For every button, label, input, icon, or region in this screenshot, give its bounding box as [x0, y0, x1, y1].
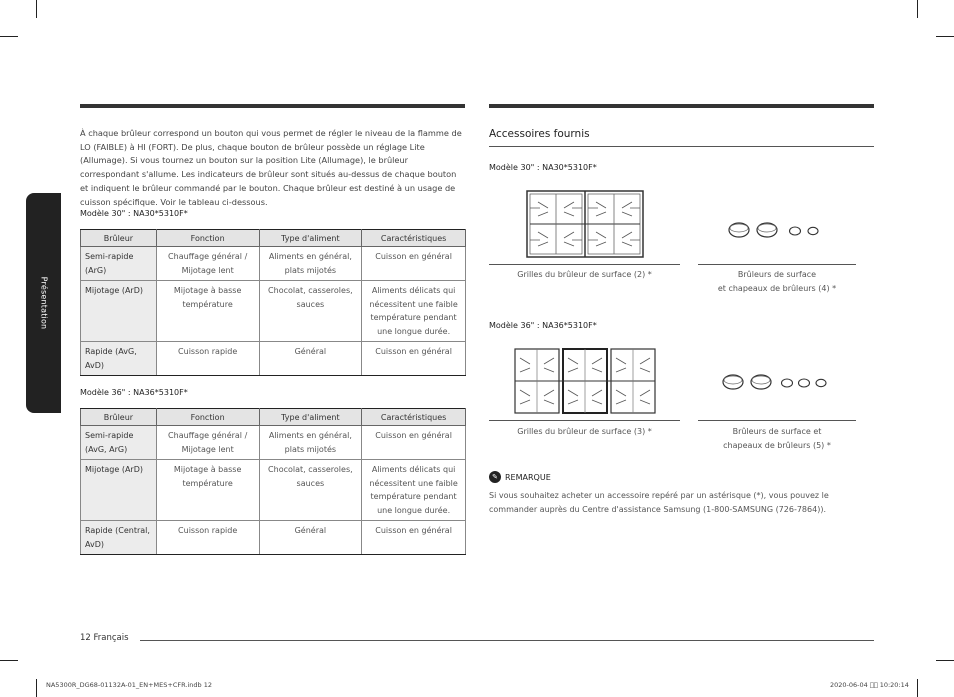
top-rule-left — [80, 104, 465, 108]
table-header: Fonction — [156, 230, 259, 247]
burner-table-30 — [80, 229, 466, 376]
table-cell: Cuisson rapide — [156, 342, 259, 376]
crop-mark — [36, 0, 37, 18]
date-slug: 2020-06-04 ￿￿ 10:20:14 — [830, 681, 909, 689]
grates-36-caption: Grilles du brûleur de surface (3) * — [517, 427, 652, 436]
table-row — [81, 247, 466, 281]
caption-line: Brûleurs de surface et — [732, 427, 822, 436]
table-header-row — [81, 409, 466, 426]
caption-line: Brûleurs de surface — [737, 270, 817, 279]
table-cell: Aliments délicats qui nécessitent une faible température pendant une longue durée. — [362, 281, 466, 342]
note-icon: ✎ — [489, 471, 501, 483]
crop-mark — [936, 660, 954, 661]
grates-30-figure — [489, 186, 680, 262]
grates-36-figure — [489, 344, 680, 418]
table-cell: Chauffage général / Mijotage lent — [156, 426, 259, 460]
table-header: Brûleur — [81, 230, 157, 247]
crop-mark — [0, 660, 18, 661]
burners-36-figure — [698, 352, 856, 412]
burners-30-illustration — [727, 218, 827, 242]
caption-line: et chapeaux de brûleurs (4) * — [717, 283, 837, 293]
crop-mark — [917, 679, 918, 697]
grates-36-illustration — [514, 348, 656, 414]
table-cell: Général — [259, 521, 362, 555]
table-header: Brûleur — [81, 409, 157, 426]
table-cell: Aliments délicats qui nécessitent une faible température pendant une longue durée. — [362, 460, 466, 521]
table-row — [81, 281, 466, 342]
table-header: Caractéristiques — [362, 230, 466, 247]
figure-rule — [489, 420, 680, 421]
table-cell: Aliments en général, plats mijotés — [259, 426, 362, 460]
table-header: Caractéristiques — [362, 409, 466, 426]
table-cell: Cuisson en général — [362, 521, 466, 555]
table-header: Type d'aliment — [259, 230, 362, 247]
burners-30-caption — [698, 268, 856, 295]
table-header: Type d'aliment — [259, 409, 362, 426]
table-cell: Mijotage (ArD) — [81, 460, 157, 521]
table-cell: Rapide (AvG, AvD) — [81, 342, 157, 376]
section-tab[interactable] — [26, 193, 61, 413]
table-cell: Chocolat, casseroles, sauces — [259, 460, 362, 521]
model-36-accessories-label: Modèle 36" : NA36*5310F* — [489, 321, 597, 330]
burners-36-illustration — [721, 370, 833, 394]
table-cell: Semi-rapide (AvG, ArG) — [81, 426, 157, 460]
top-rule-right — [489, 104, 874, 108]
note-header — [489, 471, 551, 483]
table-cell: Aliments en général, plats mijotés — [259, 247, 362, 281]
table-cell: Cuisson rapide — [156, 521, 259, 555]
note-text: Si vous souhaitez acheter un accessoire repéré par un astérisque (*), vous pouvez le commander auprès du Centre d'assistance Samsung (1-800-SAMSUNG (726-7864)). — [489, 491, 829, 514]
table-row — [81, 460, 466, 521]
table-row — [81, 521, 466, 555]
table-cell: Cuisson en général — [362, 426, 466, 460]
section-tab-label: Présentation — [39, 276, 48, 330]
table-row — [81, 426, 466, 460]
figure-rule — [698, 420, 856, 421]
table-cell: Chocolat, casseroles, sauces — [259, 281, 362, 342]
model-36-label: Modèle 36" : NA36*5310F* — [80, 388, 188, 397]
caption-line: chapeaux de brûleurs (5) * — [723, 440, 831, 450]
grates-30-caption: Grilles du brûleur de surface (2) * — [517, 270, 652, 279]
note-label: REMARQUE — [505, 472, 551, 482]
table-cell: Général — [259, 342, 362, 376]
intro-paragraph: À chaque brûleur correspond un bouton qui vous permet de régler le niveau de la flamme de LO (FAIBLE) à HI (FORT). De plus, chaque bouton de brûleur possède un réglage Lite (Allumage). Si vous tournez un bouton sur la position Lite (Allumage), le brûleur correspondant s'allume. Les indicateurs de brûleur sont situés au-dessus de chaque bouton et indiquent le brûleur commandé par le bouton. Chaque brûleur est destiné à un usage de cuisson spécifique. Voir le tableau ci-dessous. — [80, 128, 462, 207]
crop-mark — [0, 36, 18, 37]
model-30-accessories-label: Modèle 30" : NA30*5310F* — [489, 163, 597, 172]
table-header-row — [81, 230, 466, 247]
crop-mark — [936, 36, 954, 37]
figure-rule — [698, 264, 856, 265]
page-number: 12 Français — [80, 633, 129, 643]
table-cell: Chauffage général / Mijotage lent — [156, 247, 259, 281]
burners-30-figure — [698, 200, 856, 260]
model-30-label: Modèle 30" : NA30*5310F* — [80, 209, 188, 218]
table-cell: Cuisson en général — [362, 247, 466, 281]
crop-mark — [917, 0, 918, 18]
heading-divider — [489, 146, 874, 147]
table-header: Fonction — [156, 409, 259, 426]
table-row — [81, 342, 466, 376]
table-cell: Cuisson en général — [362, 342, 466, 376]
footer-rule — [140, 640, 874, 641]
file-slug: NA5300R_DG68-01132A-01_EN+MES+CFR.indb 12 — [46, 681, 212, 689]
table-cell: Semi-rapide (ArG) — [81, 247, 157, 281]
crop-mark — [36, 679, 37, 697]
burner-table-36 — [80, 408, 466, 555]
table-cell: Mijotage à basse température — [156, 281, 259, 342]
grates-30-illustration — [526, 190, 644, 258]
table-cell: Rapide (Central, AvD) — [81, 521, 157, 555]
accessories-heading: Accessoires fournis — [489, 128, 590, 140]
figure-rule — [489, 264, 680, 265]
table-cell: Mijotage (ArD) — [81, 281, 157, 342]
table-cell: Mijotage à basse température — [156, 460, 259, 521]
burners-36-caption — [698, 425, 856, 452]
